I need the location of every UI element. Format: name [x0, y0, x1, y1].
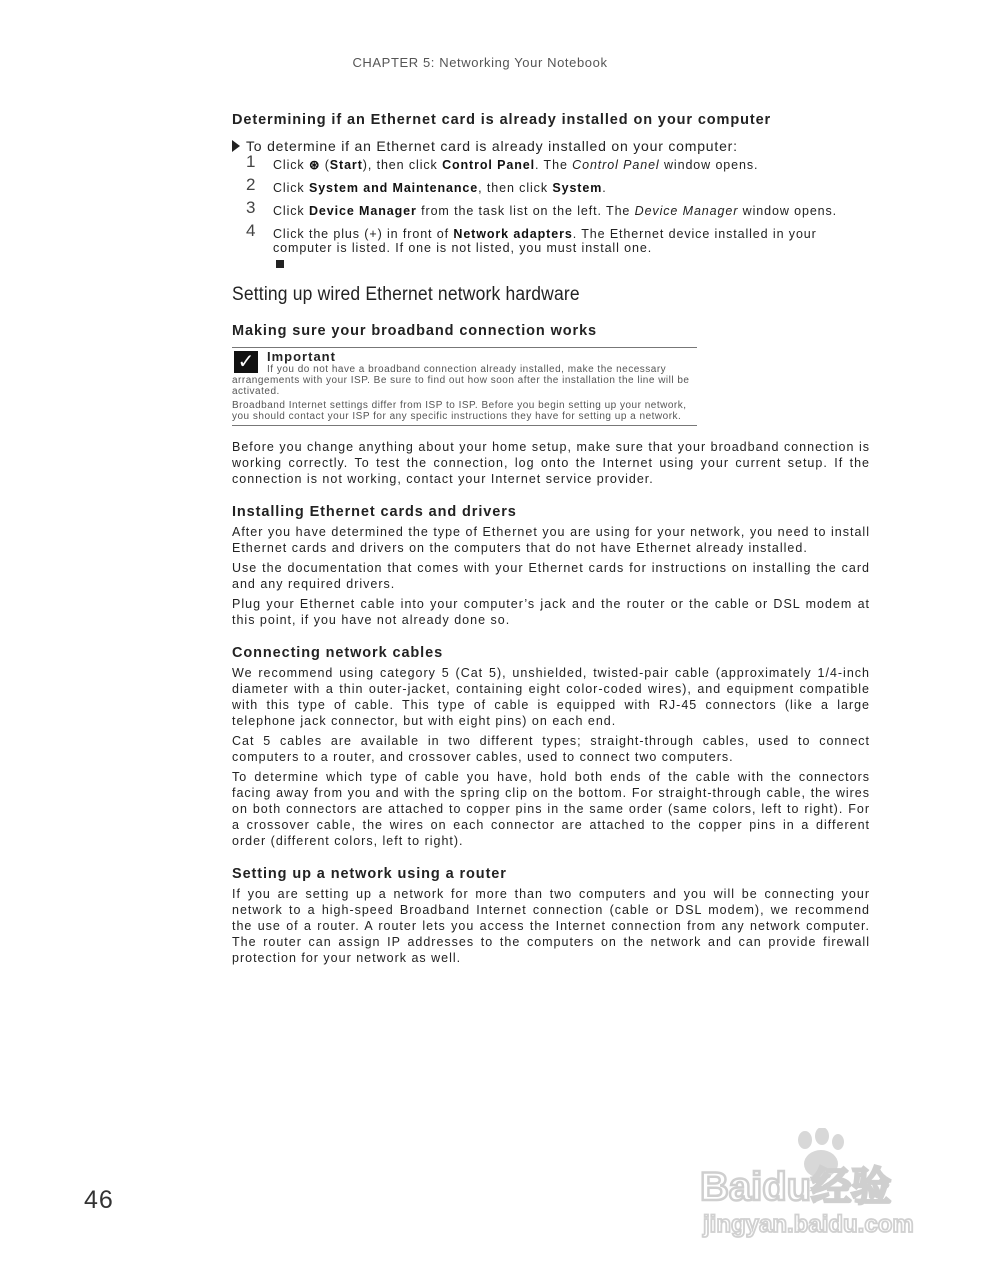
step-text: from the task list on the left. The — [416, 204, 635, 218]
baidu-watermark-logo — [700, 1128, 940, 1238]
procedure-arrow-icon — [232, 140, 240, 152]
page-number: 46 — [84, 1186, 114, 1214]
cables-paragraph-1: We recommend using category 5 (Cat 5), unshielded, twisted-pair cable (approximately 1/4-inch diameter with a thin outer-jacket, containing eight color-coded wires), and equipment compatible with this type of cable. This type of cable is equipped with RJ-45 connectors (like a large telephone jack connector, but with eight pins) on each end. — [232, 666, 870, 728]
step-text: window opens. — [659, 158, 759, 172]
step-text: Click — [273, 204, 309, 218]
step-bold-device-manager: Device Manager — [308, 204, 417, 218]
watermark-url: jingyan.baidu.com — [703, 1211, 914, 1238]
installing-paragraph-3: Plug your Ethernet cable into your computer’s jack and the router or the cable or DSL modem at this point, if you have not already done so. — [232, 597, 870, 627]
important-note — [232, 347, 697, 426]
start-icon: ⊛ — [308, 158, 321, 172]
watermark-brand: Baidu经验 — [700, 1165, 892, 1209]
step-bold-system-maintenance: System and Maintenance — [308, 181, 479, 195]
step-bold-control-panel: Control Panel — [442, 158, 536, 172]
step-italic-control-panel: Control Panel — [572, 158, 660, 172]
router-heading: Setting up a network using a router — [232, 866, 507, 882]
step-text: ( — [320, 158, 330, 172]
section-title: Setting up wired Ethernet network hardware — [232, 284, 580, 305]
important-text-1: If you do not have a broadband connection already installed, make the necessary arrangements with your ISP. Be sure to find out how soon after the installation the line will be activated. — [232, 364, 690, 397]
step-text: . The — [535, 158, 573, 172]
step-1 — [232, 152, 870, 172]
step-text: ), then click — [362, 158, 443, 172]
step-bold-network-adapters: Network adapters — [453, 227, 573, 241]
step-text: Click the plus (+) in front of — [273, 227, 454, 241]
step-number: 1 — [246, 152, 256, 171]
step-number: 2 — [246, 175, 256, 194]
step-number: 3 — [246, 198, 256, 217]
router-paragraph: If you are setting up a network for more than two computers and you will be connecting your network to a high-speed Broadband Internet connection (cable or DSL modem), we recommend the use of a router. A router lets you access the Internet connection from any network computer. The router can assign IP addresses to the computers on the network and can provide firewall protection for your network as well. — [232, 887, 870, 965]
procedure-text: To determine if an Ethernet card is already installed on your computer: — [246, 138, 738, 154]
important-title: Important — [267, 349, 336, 364]
broadband-paragraph: Before you change anything about your home setup, make sure that your broadband connection is working correctly. To test the connection, log onto the Internet using your current setup. If the connection is not working, contact your Internet service provider. — [232, 440, 870, 486]
steps-list — [232, 152, 870, 255]
important-text-2: Broadband Internet settings differ from ISP to ISP. Before you begin setting up your network, you should contact your ISP for any specific instructions they have for setting up a network. — [232, 400, 687, 422]
section-heading-ethernet-check: Determining if an Ethernet card is already installed on your computer — [232, 112, 772, 128]
step-bold-start: Start — [329, 158, 363, 172]
checkmark-icon: ✓ — [234, 351, 258, 373]
end-of-procedure-icon — [276, 260, 284, 268]
installing-heading: Installing Ethernet cards and drivers — [232, 504, 517, 520]
step-bold-system: System — [552, 181, 603, 195]
page-content — [232, 112, 870, 966]
cables-heading: Connecting network cables — [232, 645, 444, 661]
running-head: CHAPTER 5: Networking Your Notebook — [352, 55, 608, 70]
step-2 — [232, 175, 870, 195]
cables-paragraph-3: To determine which type of cable you have, hold both ends of the cable with the connectors facing away from you and with the spring clip on the bottom. For straight-through cable, the wires on both connectors are attached to copper pins in the same order (same colors, left to right). For a crossover cable, the wires on each connector are attached to the copper pins in a different order (different colors, left to right). — [232, 770, 870, 848]
step-text: . The Ethernet device installed in your computer is listed. If one is not listed, you must install one. — [273, 227, 817, 255]
step-text: Click — [273, 158, 309, 172]
step-text: Click — [273, 181, 309, 195]
procedure-intro — [232, 138, 870, 154]
cables-paragraph-2: Cat 5 cables are available in two different types; straight-through cables, used to connect computers to a router, and crossover cables, used to connect two computers. — [232, 734, 870, 764]
step-italic-device-manager: Device Manager — [634, 204, 739, 218]
step-3 — [232, 198, 870, 218]
step-text: . — [602, 181, 607, 195]
installing-paragraph-1: After you have determined the type of Ethernet you are using for your network, you need to install Ethernet cards and drivers on the computers that do not have Ethernet already installed. — [232, 525, 870, 555]
step-4 — [232, 221, 870, 255]
broadband-heading: Making sure your broadband connection works — [232, 323, 597, 339]
step-text: window opens. — [738, 204, 838, 218]
step-number: 4 — [246, 221, 256, 240]
installing-paragraph-2: Use the documentation that comes with your Ethernet cards for instructions on installing the card and any required drivers. — [232, 561, 870, 591]
step-text: , then click — [478, 181, 553, 195]
